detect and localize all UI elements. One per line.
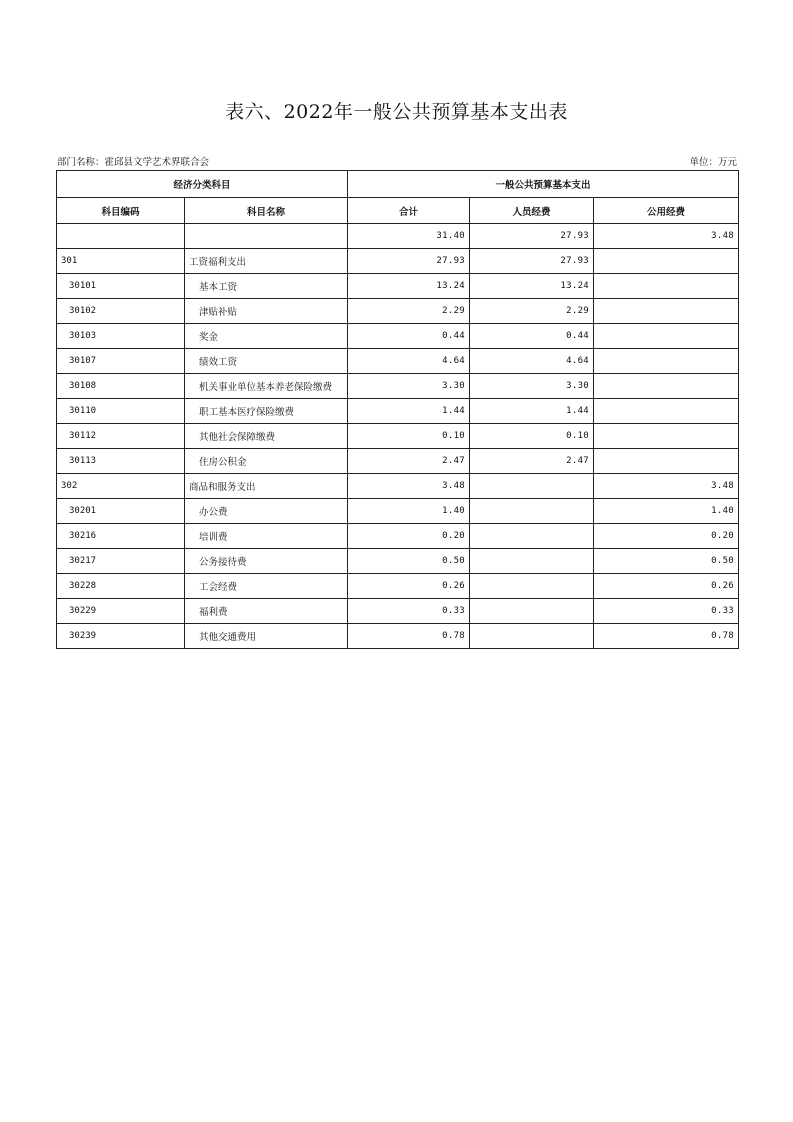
row-code: 301 <box>57 249 185 274</box>
row-code: 30103 <box>57 324 185 349</box>
row-total: 0.26 <box>348 574 470 599</box>
row-name: 公务接待费 <box>185 549 348 574</box>
row-personnel: 27.93 <box>470 249 594 274</box>
row-name: 其他社会保障缴费 <box>185 424 348 449</box>
row-code <box>57 224 185 249</box>
header-column-row <box>57 198 739 224</box>
row-total: 0.78 <box>348 624 470 649</box>
row-name: 津贴补贴 <box>185 299 348 324</box>
row-public: 0.33 <box>594 599 739 624</box>
row-total: 0.20 <box>348 524 470 549</box>
table-row <box>57 299 739 324</box>
row-public: 0.50 <box>594 549 739 574</box>
row-personnel <box>470 549 594 574</box>
table-row <box>57 624 739 649</box>
row-personnel <box>470 599 594 624</box>
row-public <box>594 299 739 324</box>
row-name: 福利费 <box>185 599 348 624</box>
table-row <box>57 599 739 624</box>
table-row <box>57 574 739 599</box>
row-personnel: 1.44 <box>470 399 594 424</box>
table-row <box>57 424 739 449</box>
row-total: 0.33 <box>348 599 470 624</box>
row-name: 机关事业单位基本养老保险缴费 <box>185 374 348 399</box>
row-public: 1.40 <box>594 499 739 524</box>
table-row <box>57 374 739 399</box>
header-group-row <box>57 171 739 198</box>
table-row <box>57 349 739 374</box>
row-name: 培训费 <box>185 524 348 549</box>
row-total: 2.47 <box>348 449 470 474</box>
row-code: 30107 <box>57 349 185 374</box>
row-code: 30108 <box>57 374 185 399</box>
row-personnel: 2.29 <box>470 299 594 324</box>
row-name: 职工基本医疗保险缴费 <box>185 399 348 424</box>
row-total: 4.64 <box>348 349 470 374</box>
unit-label: 单位：万元 <box>689 157 737 168</box>
row-total: 0.10 <box>348 424 470 449</box>
header-public: 公用经费 <box>594 198 739 224</box>
row-personnel: 4.64 <box>470 349 594 374</box>
row-total: 3.48 <box>348 474 470 499</box>
table-row <box>57 499 739 524</box>
row-code: 30112 <box>57 424 185 449</box>
row-code: 30228 <box>57 574 185 599</box>
header-name: 科目名称 <box>185 198 348 224</box>
row-total: 3.30 <box>348 374 470 399</box>
table-row <box>57 324 739 349</box>
table-row <box>57 274 739 299</box>
row-personnel: 13.24 <box>470 274 594 299</box>
row-total: 2.29 <box>348 299 470 324</box>
row-personnel: 2.47 <box>470 449 594 474</box>
row-code: 30201 <box>57 499 185 524</box>
table-row <box>57 449 739 474</box>
row-public <box>594 349 739 374</box>
row-public: 3.48 <box>594 474 739 499</box>
row-personnel: 0.10 <box>470 424 594 449</box>
row-public <box>594 449 739 474</box>
row-name: 住房公积金 <box>185 449 348 474</box>
row-name: 工资福利支出 <box>185 249 348 274</box>
row-personnel <box>470 524 594 549</box>
row-code: 30102 <box>57 299 185 324</box>
row-public: 3.48 <box>594 224 739 249</box>
header-economic-classification: 经济分类科目 <box>57 171 348 198</box>
row-public <box>594 424 739 449</box>
table-row <box>57 524 739 549</box>
row-personnel <box>470 574 594 599</box>
row-code: 30101 <box>57 274 185 299</box>
budget-table <box>56 170 739 649</box>
row-personnel <box>470 474 594 499</box>
row-name: 其他交通费用 <box>185 624 348 649</box>
row-total: 0.44 <box>348 324 470 349</box>
row-code: 30229 <box>57 599 185 624</box>
row-code: 30216 <box>57 524 185 549</box>
row-public <box>594 399 739 424</box>
table-row <box>57 249 739 274</box>
row-name: 商品和服务支出 <box>185 474 348 499</box>
header-personnel: 人员经费 <box>470 198 594 224</box>
row-name: 工会经费 <box>185 574 348 599</box>
row-public: 0.26 <box>594 574 739 599</box>
row-name: 基本工资 <box>185 274 348 299</box>
row-personnel <box>470 624 594 649</box>
row-public <box>594 249 739 274</box>
table-row <box>57 474 739 499</box>
row-public <box>594 374 739 399</box>
row-name: 奖金 <box>185 324 348 349</box>
row-total: 13.24 <box>348 274 470 299</box>
page-title: 表六、2022年一般公共预算基本支出表 <box>225 101 568 123</box>
row-total: 0.50 <box>348 549 470 574</box>
row-total: 1.40 <box>348 499 470 524</box>
row-code: 30110 <box>57 399 185 424</box>
row-name: 绩效工资 <box>185 349 348 374</box>
row-total: 27.93 <box>348 249 470 274</box>
row-personnel: 0.44 <box>470 324 594 349</box>
department-name: 部门名称：霍邱县文学艺术界联合会 <box>57 157 210 168</box>
header-code: 科目编码 <box>57 198 185 224</box>
row-total: 31.40 <box>348 224 470 249</box>
row-code: 302 <box>57 474 185 499</box>
header-basic-expenditure: 一般公共预算基本支出 <box>348 171 739 198</box>
table-body <box>57 224 739 649</box>
table-row <box>57 549 739 574</box>
row-public <box>594 324 739 349</box>
row-total: 1.44 <box>348 399 470 424</box>
row-name: 办公费 <box>185 499 348 524</box>
row-personnel: 3.30 <box>470 374 594 399</box>
row-code: 30239 <box>57 624 185 649</box>
header-total: 合计 <box>348 198 470 224</box>
table-row <box>57 224 739 249</box>
row-public: 0.78 <box>594 624 739 649</box>
row-name <box>185 224 348 249</box>
row-code: 30217 <box>57 549 185 574</box>
row-public: 0.20 <box>594 524 739 549</box>
row-personnel: 27.93 <box>470 224 594 249</box>
row-public <box>594 274 739 299</box>
row-code: 30113 <box>57 449 185 474</box>
row-personnel <box>470 499 594 524</box>
table-row <box>57 399 739 424</box>
